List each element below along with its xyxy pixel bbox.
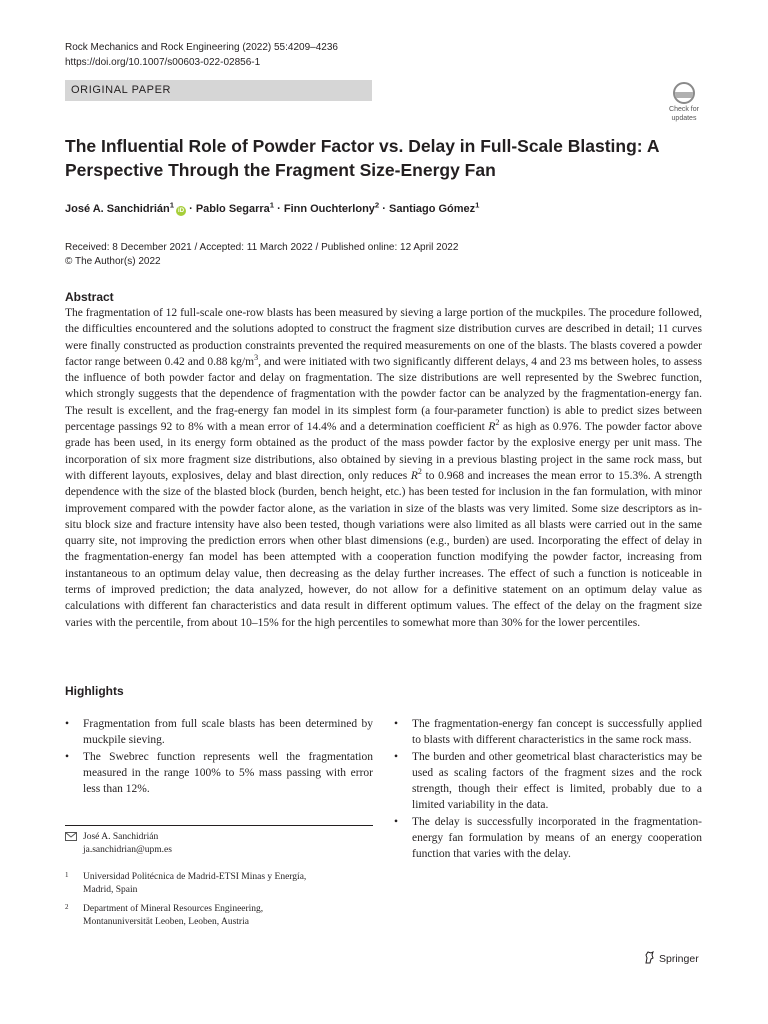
author-name[interactable]: Finn Ouchterlony (283, 203, 375, 215)
author-affiliation-mark: 1 (169, 200, 175, 210)
envelope-icon (65, 832, 77, 845)
symbol-r: R (410, 469, 418, 482)
author-affiliation-mark: 2 (374, 200, 380, 210)
highlight-text: The Swebrec function represents well the fragmentation measured in the range 100% to 5% mass passing with error less than 12%. (83, 750, 373, 796)
bullet-icon: • (65, 750, 70, 763)
copyright-line: © The Author(s) 2022 (65, 256, 161, 267)
highlights-right-column (394, 716, 702, 863)
author-list (65, 200, 480, 216)
highlight-text: The burden and other geometrical blast characteristics may be used as scaling factors of the fragment sizes and the rock strength, though their effect is limited, probably due to a limited variability in the data. (412, 750, 702, 812)
affiliation-line: Madrid, Spain (83, 885, 138, 895)
journal-line: Rock Mechanics and Rock Engineering (2022) 55:4209–4236 (65, 42, 338, 53)
check-updates-icon (673, 82, 695, 104)
abstract-part: The fragmentation of 12 full-scale one-row blasts has been measured by sieving a large portion of the muckpiles. The procedure followed, the difficulties encountered and the solutions adopted to construct the fragment size distribution curves are described in detail; 11 curves were finally constructed as production constraints prevented the required measurements on one of the blasts. The blasts covered a powder factor range between 0.42 and 0.88 kg/m (65, 307, 702, 368)
bullet-icon: • (394, 750, 399, 763)
bullet-icon: • (65, 718, 70, 730)
abstract-part: , and were initiated with two significantly different delays, 4 and 23 ms between holes, to assess the influence of both powder factor and delay on fragmentation. The size distributions are well represented by the Swebrec function, which strongly suggests that the dependence of fragmentation with the powder factor can be analyzed by the fragmentation-energy fan. The result is excellent, and the frag-energy fan model in its simplest form (a four-parameter function) is able to predict sizes between percentage passings 92 to 8% with a mean error of 14.4% and a determination coefficient (65, 355, 702, 434)
highlight-item (394, 749, 702, 814)
author-name[interactable]: Santiago Gómez (388, 203, 476, 215)
affiliation-number: 2 (65, 903, 69, 911)
highlights-heading: Highlights (65, 684, 124, 698)
author-affiliation-mark: 1 (475, 200, 480, 210)
publisher-name: Springer (659, 953, 699, 965)
doi-link[interactable]: https://doi.org/10.1007/s00603-022-02856-1 (65, 57, 261, 68)
paper-title: The Influential Role of Powder Factor vs. Delay in Full-Scale Blasting: A Perspective Through the Fragment Size-Energy Fan (65, 136, 659, 180)
affiliation-1 (65, 871, 373, 897)
abstract-part: to 0.968 and increases the mean error to 15.3%. A strength dependence with the size of the blasted block (burden, bench height, etc.) has been tested for inclusion in the fan formulation, with minor improvement compared with the powder factor alone, as the variation in size of the blasts was very limited. Some size descriptors as in-situ block size and fracture intensity have also been tested, though variations were also limited as all blasts were carried out in the same quarry site, not improving the prediction errors when other blast dimensions (e.g., burden) are used. Incorporating the effect of delay in the fragmentation-energy fan model has been attempted with a cooperation function modifying the powder factor, increasing from instantaneous to an optimum delay value, then decreasing as the delay further increases. The effect of such a function is noticeable in terms of improved prediction; the data analyzed, however, do not allow for a definitive statement on an optimum delay value as calculations with different fan characteristics and data result in different optimum values. The effect of the delay on the fragment size varies with the percentile, from about 10–15% for the high percentiles to somewhat more than 30% for the lower percentiles. (65, 469, 702, 629)
highlight-item (394, 814, 702, 863)
check-for-updates-button[interactable] (664, 82, 704, 126)
check-updates-label-1: Check for (669, 106, 699, 113)
affiliation-line: Department of Mineral Resources Engineering, (83, 904, 264, 914)
springer-horse-icon (644, 951, 655, 964)
highlight-text: The delay is successfully incorporated in the fragmentation-energy fan formulation by means of an energy cooperation function that varies with the delay. (412, 815, 702, 861)
footnote-divider (65, 825, 373, 826)
author-separator: · (379, 203, 389, 215)
journal-citation (65, 40, 338, 70)
author-name[interactable]: José A. Sanchidrián (65, 203, 170, 215)
affiliation-2 (65, 903, 373, 929)
highlights-left-column (65, 716, 373, 797)
affiliation-line: Universidad Politécnica de Madrid-ETSI Minas y Energía, (83, 872, 307, 882)
abstract-text (65, 305, 702, 631)
check-updates-label-2: updates (671, 115, 697, 122)
publication-dates (65, 241, 458, 269)
highlight-text: Fragmentation from full scale blasts has been determined by muckpile sieving. (83, 718, 373, 747)
article-type-badge: ORIGINAL PAPER (65, 80, 372, 101)
abstract-heading: Abstract (65, 290, 114, 304)
superscript-3: 3 (254, 353, 259, 363)
publisher-logo[interactable] (644, 951, 699, 965)
highlight-item (394, 716, 702, 749)
orcid-icon[interactable]: iD (178, 208, 185, 214)
symbol-r: R (488, 421, 496, 434)
author-separator: · (186, 203, 196, 215)
highlight-text: The fragmentation-energy fan concept is successfully applied to blasts with different characteristics in the same rock mass. (412, 718, 702, 747)
corresponding-author (65, 831, 373, 857)
author-separator: · (274, 203, 284, 215)
affiliation-line: Montanuniversität Leoben, Leoben, Austria (83, 917, 249, 927)
superscript-2: 2 (417, 467, 422, 477)
corresponding-author-name: José A. Sanchidrián (83, 832, 159, 842)
highlight-item (65, 749, 373, 798)
author-affiliation-mark: 1 (269, 200, 275, 210)
abstract-part: as high as 0.976. The powder factor above grade has been used, in its energy form obtained as the product of the mass powder factor by the explosive energy per unit mass. The incorporation of six more fragment size distributions, also obtained by sieving in a previous blasting project in the same rock mass, but with different layouts, explosives, delay and blast direction, only reduces (65, 421, 702, 482)
affiliation-number: 1 (65, 871, 69, 879)
history-dates: Received: 8 December 2021 / Accepted: 11 March 2022 / Published online: 12 April 2022 (65, 242, 459, 253)
highlight-item (65, 716, 373, 749)
author-name[interactable]: Pablo Segarra (195, 203, 270, 215)
superscript-2: 2 (495, 418, 500, 428)
bullet-icon: • (394, 718, 399, 730)
bullet-icon: • (394, 815, 399, 828)
corresponding-author-email[interactable]: ja.sanchidrian@upm.es (83, 845, 172, 855)
